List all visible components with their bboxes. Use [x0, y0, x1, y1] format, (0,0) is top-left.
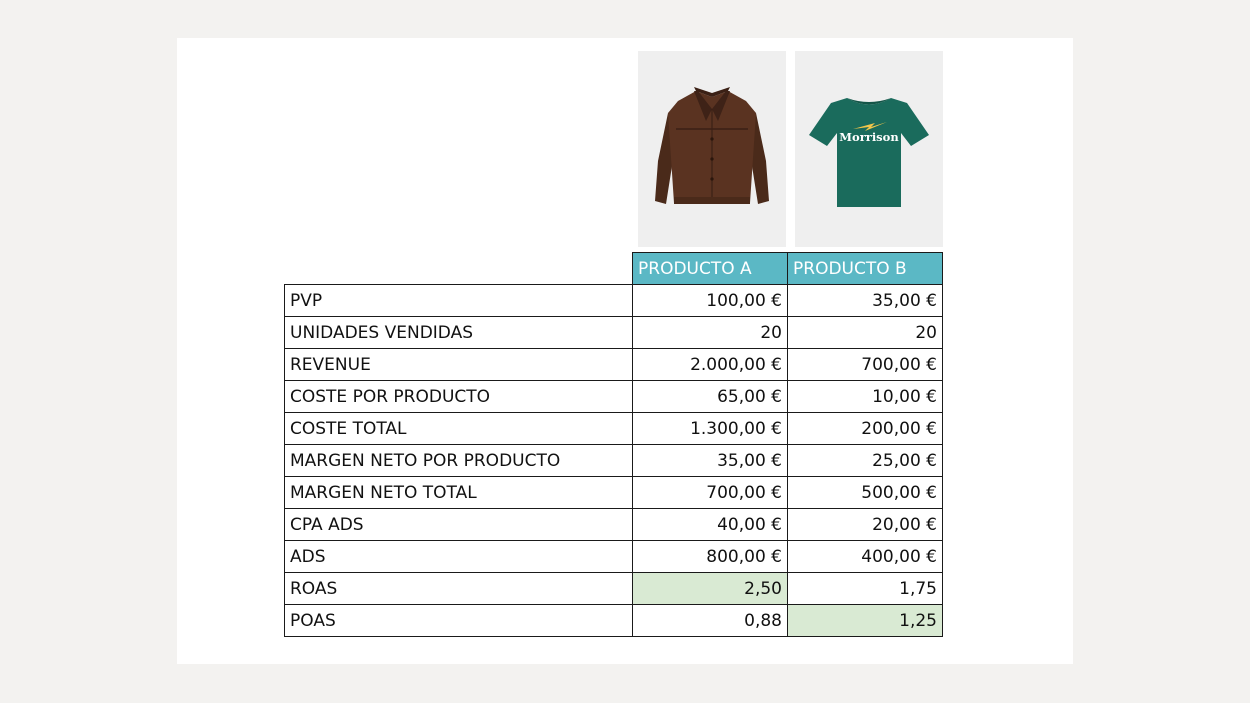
- value-product-b: 20,00 €: [788, 509, 943, 541]
- table-row: [285, 605, 943, 637]
- table-row: [285, 317, 943, 349]
- value-product-b: 200,00 €: [788, 413, 943, 445]
- row-label: COSTE TOTAL: [285, 413, 633, 445]
- value-product-a: 0,88: [633, 605, 788, 637]
- value-product-a: 2.000,00 €: [633, 349, 788, 381]
- row-label: PVP: [285, 285, 633, 317]
- row-label: MARGEN NETO TOTAL: [285, 477, 633, 509]
- table-row: [285, 541, 943, 573]
- value-product-a: 700,00 €: [633, 477, 788, 509]
- value-product-a: 2,50: [633, 573, 788, 605]
- value-product-a: 65,00 €: [633, 381, 788, 413]
- value-product-a: 35,00 €: [633, 445, 788, 477]
- value-product-a: 20: [633, 317, 788, 349]
- value-product-b: 10,00 €: [788, 381, 943, 413]
- row-label: REVENUE: [285, 349, 633, 381]
- table-row: [285, 445, 943, 477]
- table-row: [285, 413, 943, 445]
- row-label: ADS: [285, 541, 633, 573]
- jacket-icon: [638, 51, 786, 247]
- row-label: CPA ADS: [285, 509, 633, 541]
- value-product-b: 1,75: [788, 573, 943, 605]
- header-product-a: PRODUCTO A: [633, 253, 788, 285]
- value-product-a: 100,00 €: [633, 285, 788, 317]
- value-product-b: 500,00 €: [788, 477, 943, 509]
- value-product-a: 40,00 €: [633, 509, 788, 541]
- row-label: COSTE POR PRODUCTO: [285, 381, 633, 413]
- table-row: [285, 477, 943, 509]
- value-product-b: 20: [788, 317, 943, 349]
- table-row: [285, 285, 943, 317]
- row-label: MARGEN NETO POR PRODUCTO: [285, 445, 633, 477]
- value-product-a: 1.300,00 €: [633, 413, 788, 445]
- header-product-b: PRODUCTO B: [788, 253, 943, 285]
- product-b-image: [795, 51, 943, 247]
- value-product-b: 1,25: [788, 605, 943, 637]
- value-product-a: 800,00 €: [633, 541, 788, 573]
- table-row: [285, 573, 943, 605]
- value-product-b: 400,00 €: [788, 541, 943, 573]
- value-product-b: 700,00 €: [788, 349, 943, 381]
- row-label: UNIDADES VENDIDAS: [285, 317, 633, 349]
- tshirt-print-text: Morrison: [839, 130, 899, 144]
- table-row: [285, 509, 943, 541]
- header-blank-cell: [285, 253, 633, 285]
- product-a-image: [638, 51, 786, 247]
- value-product-b: 35,00 €: [788, 285, 943, 317]
- table-header-row: [285, 253, 943, 285]
- value-product-b: 25,00 €: [788, 445, 943, 477]
- product-comparison-table: [284, 252, 943, 637]
- table-row: [285, 349, 943, 381]
- row-label: POAS: [285, 605, 633, 637]
- table-row: [285, 381, 943, 413]
- tshirt-icon: [795, 51, 943, 247]
- row-label: ROAS: [285, 573, 633, 605]
